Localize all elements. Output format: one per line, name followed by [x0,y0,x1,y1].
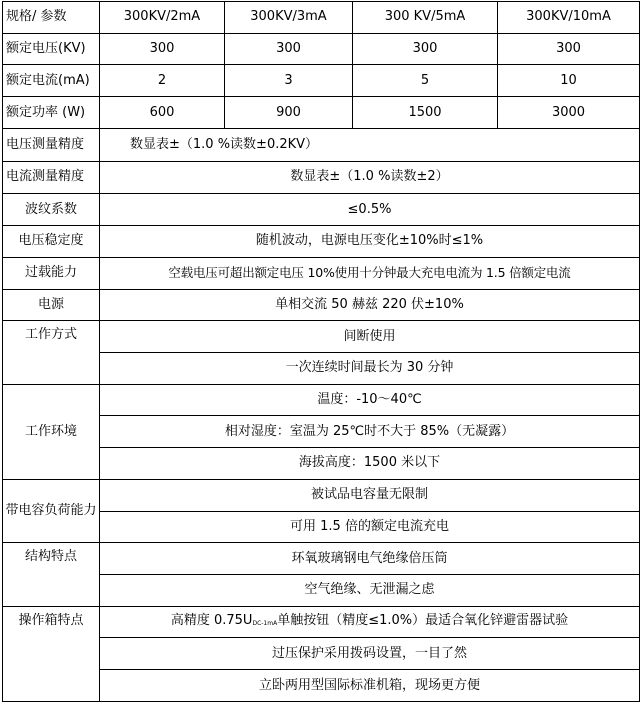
rated-voltage-3: 300 [353,33,498,65]
environment-value-2: 相对湿度：室温为 25℃时不大于 85%（无凝露） [100,416,640,448]
current-accuracy-row [3,161,640,194]
header-col-2: 300KV/3mA [225,2,353,34]
overload-label: 过载能力 [3,257,100,289]
rated-voltage-2: 300 [225,33,353,65]
operation-box-value-2: 过压保护采用拨码设置，一目了然 [100,638,640,670]
power-supply-label: 电源 [3,289,100,321]
rated-current-1: 2 [100,65,225,97]
spec-table [2,1,640,702]
stability-value: 随机波动，电源电压变化±10%时≤1% [100,226,640,258]
environment-label: 工作环境 [3,384,100,479]
rated-voltage-4: 300 [498,33,640,65]
operation-box-line1-sub: DC-1mA [252,619,278,627]
structure-row-1 [3,543,640,575]
stability-row [3,226,640,258]
capacitive-load-row-1 [3,479,640,511]
voltage-accuracy-row [3,128,640,161]
operation-box-row-1 [3,606,640,638]
structure-value-2: 空气绝缘、无泄漏之虑 [100,574,640,606]
header-label: 规格/ 参数 [3,2,100,34]
rated-voltage-label: 额定电压(KV) [3,33,100,65]
rated-power-3: 1500 [353,97,498,129]
environment-row-1 [3,384,640,416]
rated-power-1: 600 [100,97,225,129]
rated-power-label: 额定功率 (W) [3,97,100,129]
ripple-label: 波纹系数 [3,194,100,226]
rated-power-4: 3000 [498,97,640,129]
ripple-row [3,194,640,226]
power-supply-value: 单相交流 50 赫兹 220 伏±10% [100,289,640,321]
rated-current-row [3,65,640,97]
work-mode-value-2: 一次连续时间最长为 30 分钟 [100,352,640,384]
rated-voltage-row [3,33,640,65]
overload-row [3,257,640,289]
rated-voltage-1: 300 [100,33,225,65]
power-supply-row [3,289,640,321]
header-col-3: 300 KV/5mA [353,2,498,34]
operation-box-label: 操作箱特点 [3,606,100,701]
environment-value-3: 海拔高度：1500 米以下 [100,448,640,480]
work-mode-label: 工作方式 [3,321,100,384]
rated-power-row [3,97,640,129]
overload-value: 空载电压可超出额定电压 10%使用十分钟最大充电电流为 1.5 倍额定电流 [100,257,640,289]
structure-value-1: 环氧玻璃钢电气绝缘倍压筒 [100,543,640,575]
environment-value-1: 温度：-10～40℃ [100,384,640,416]
rated-current-2: 3 [225,65,353,97]
header-col-4: 300KV/10mA [498,2,640,34]
current-accuracy-value: 数显表±（1.0 %读数±2） [100,161,640,194]
work-mode-value-1: 间断使用 [100,321,640,353]
header-col-1: 300KV/2mA [100,2,225,34]
operation-box-value-1 [100,606,640,638]
capacitive-load-value-1: 被试品电容量无限制 [100,479,640,511]
capacitive-load-label: 带电容负荷能力 [3,479,100,542]
structure-label: 结构特点 [3,543,100,606]
operation-box-line1-post: 单触按钮（精度≤1.0%）最适合氧化锌避雷器试验 [277,612,569,628]
current-accuracy-label: 电流测量精度 [3,161,100,194]
rated-current-label: 额定电流(mA) [3,65,100,97]
operation-box-line1-pre: 高精度 0.75U [170,612,253,628]
rated-current-4: 10 [498,65,640,97]
capacitive-load-value-2: 可用 1.5 倍的额定电流充电 [100,511,640,543]
header-row [3,2,640,34]
rated-power-2: 900 [225,97,353,129]
voltage-accuracy-value: 数显表±（1.0 %读数±0.2KV） [100,128,640,161]
voltage-accuracy-label: 电压测量精度 [3,128,100,161]
rated-current-3: 5 [353,65,498,97]
work-mode-row-1 [3,321,640,353]
ripple-value: ≤0.5% [100,194,640,226]
operation-box-value-3: 立卧两用型国际标准机箱，现场更方便 [100,670,640,702]
stability-label: 电压稳定度 [3,226,100,258]
